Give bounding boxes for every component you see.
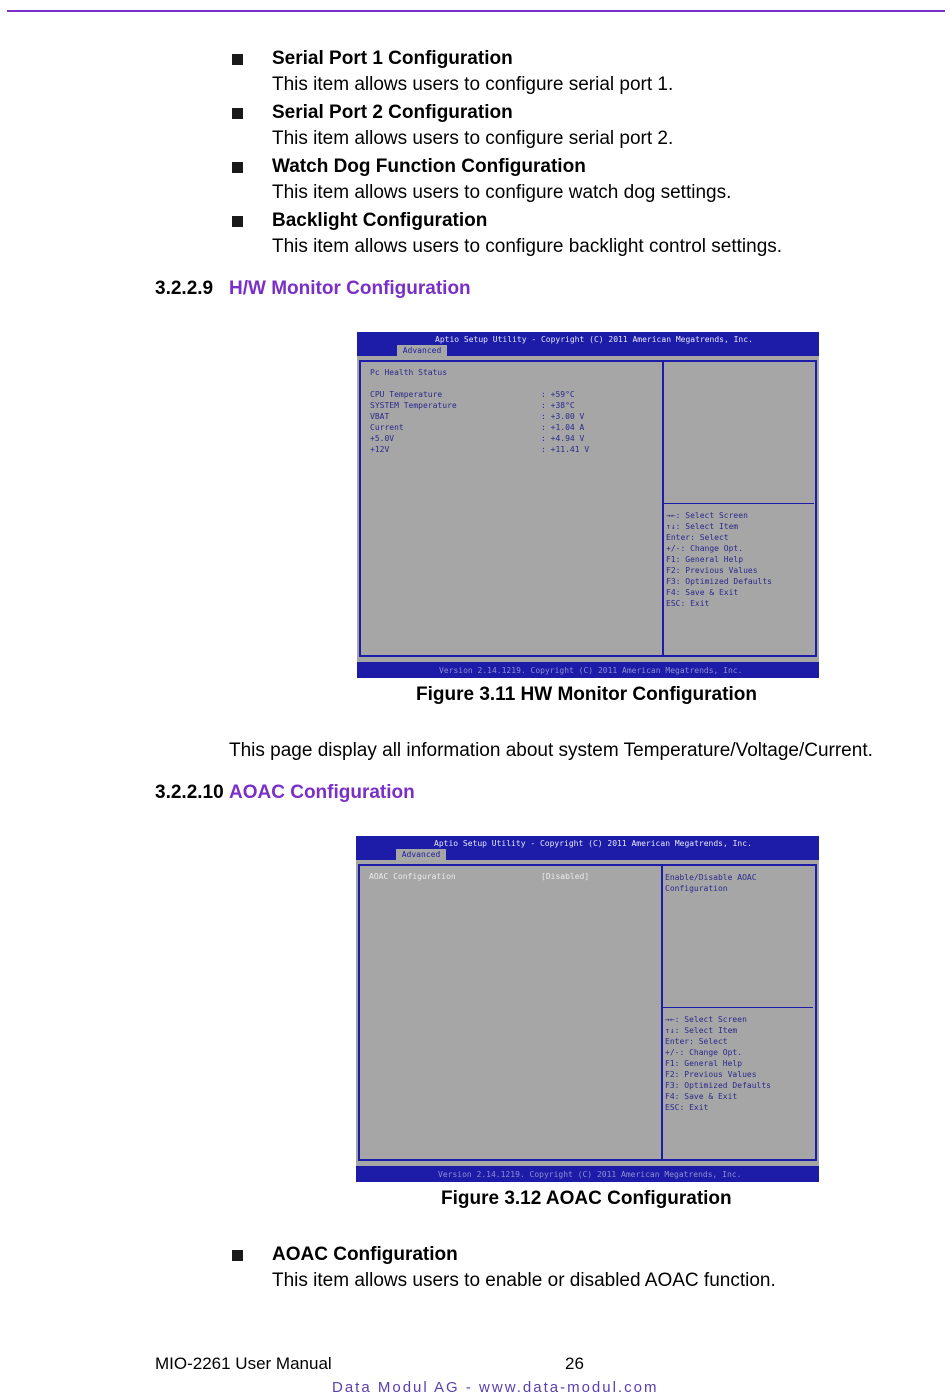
manual-title: MIO-2261 User Manual — [155, 1354, 332, 1373]
bios-help-line: +/-: Change Opt. — [666, 544, 744, 553]
bios-help-line: F2: Previous Values — [665, 1070, 757, 1079]
item-desc: This item allows users to enable or disabled AOAC function. — [272, 1270, 776, 1291]
bios-help-line: F3: Optimized Defaults — [665, 1081, 771, 1090]
bios-help-line: ESC: Exit — [665, 1103, 709, 1112]
figure-caption: Figure 3.12 AOAC Configuration — [441, 1188, 732, 1209]
bios-help-line: F4: Save & Exit — [665, 1092, 738, 1101]
item-desc: This item allows users to configure backlight control settings. — [272, 236, 783, 257]
bios-help-line: F4: Save & Exit — [666, 588, 739, 597]
item-title: Serial Port 2 Configuration — [272, 102, 513, 123]
bios-tab-advanced: Advanced — [397, 345, 447, 356]
bios-row-label: Current — [370, 423, 404, 432]
figure-caption: Figure 3.11 HW Monitor Configuration — [416, 684, 757, 705]
item-title: AOAC Configuration — [272, 1244, 458, 1265]
bios-footer-text: Version 2.14.1219. Copyright (C) 2011 American Megatrends, Inc. — [439, 666, 743, 675]
bios-row-value: : +4.94 V — [541, 434, 585, 443]
bios-help-line: →←: Select Screen — [665, 1015, 747, 1024]
bullet-icon — [232, 108, 243, 119]
bullet-icon — [232, 54, 243, 65]
bios-item-desc: Enable/Disable AOAC — [665, 873, 757, 882]
section-number: 3.2.2.10 — [155, 782, 224, 803]
bios-divider — [661, 864, 663, 1161]
section-number: 3.2.2.9 — [155, 278, 214, 299]
bios-row-label: CPU Temperature — [370, 390, 443, 399]
section-title: AOAC Configuration — [229, 782, 415, 803]
bios-help-line: Enter: Select — [665, 1037, 728, 1046]
item-desc: This item allows users to configure serial port 2. — [272, 128, 674, 149]
bios-row-value: : +38°C — [541, 401, 575, 410]
bios-row-label: +12V — [370, 445, 390, 454]
bullet-icon — [232, 216, 243, 227]
item-desc: This item allows users to configure watch dog settings. — [272, 182, 732, 203]
bios-help-divider — [663, 1007, 813, 1008]
paragraph: This page display all information about system Temperature/Voltage/Current. — [229, 740, 873, 761]
item-title: Watch Dog Function Configuration — [272, 156, 586, 177]
bios-header-title: Aptio Setup Utility - Copyright (C) 2011 American Megatrends, Inc. — [435, 335, 753, 344]
bios-row-value: : +3.00 V — [541, 412, 585, 421]
bios-help-line: F3: Optimized Defaults — [666, 577, 772, 586]
bios-help-line: F1: General Help — [665, 1059, 743, 1068]
bios-footer-text: Version 2.14.1219. Copyright (C) 2011 American Megatrends, Inc. — [438, 1170, 742, 1179]
item-title: Serial Port 1 Configuration — [272, 48, 513, 69]
footer-brand: Data Modul AG - www.data-modul.com — [332, 1379, 659, 1396]
page-number: 26 — [565, 1354, 584, 1373]
bios-row-value: : +59°C — [541, 390, 575, 399]
bios-option-label: AOAC Configuration — [369, 872, 456, 881]
bios-row-value: : +11.41 V — [541, 445, 590, 454]
bios-help-divider — [664, 503, 814, 504]
top-rule — [7, 10, 945, 12]
bios-row-label: SYSTEM Temperature — [370, 401, 457, 410]
bios-help-line: F2: Previous Values — [666, 566, 758, 575]
bios-help-line: →←: Select Screen — [666, 511, 748, 520]
item-title: Backlight Configuration — [272, 210, 488, 231]
bios-row-label: +5.0V — [370, 434, 395, 443]
bullet-icon — [232, 1250, 243, 1261]
bullet-icon — [232, 162, 243, 173]
item-desc: This item allows users to configure serial port 1. — [272, 74, 674, 95]
bios-frame — [358, 864, 817, 1161]
bios-row-value: : +1.04 A — [541, 423, 585, 432]
bios-help-line: ↑↓: Select Item — [665, 1026, 738, 1035]
bios-header-title: Aptio Setup Utility - Copyright (C) 2011 American Megatrends, Inc. — [434, 839, 752, 848]
bios-row-label: VBAT — [370, 412, 390, 421]
bios-help-line: F1: General Help — [666, 555, 744, 564]
bios-screenshot-aoac — [356, 836, 819, 1182]
bios-divider — [662, 360, 664, 657]
bios-heading: Pc Health Status — [370, 368, 448, 377]
bios-help-line: ESC: Exit — [666, 599, 710, 608]
bios-help-line: ↑↓: Select Item — [666, 522, 739, 531]
section-title: H/W Monitor Configuration — [229, 278, 471, 299]
bios-item-desc: Configuration — [665, 884, 728, 893]
bios-option-value: [Disabled] — [541, 872, 590, 881]
bios-screenshot-hw-monitor — [357, 332, 819, 678]
bios-tab-advanced: Advanced — [396, 849, 446, 860]
bios-help-line: +/-: Change Opt. — [665, 1048, 743, 1057]
bios-help-line: Enter: Select — [666, 533, 729, 542]
